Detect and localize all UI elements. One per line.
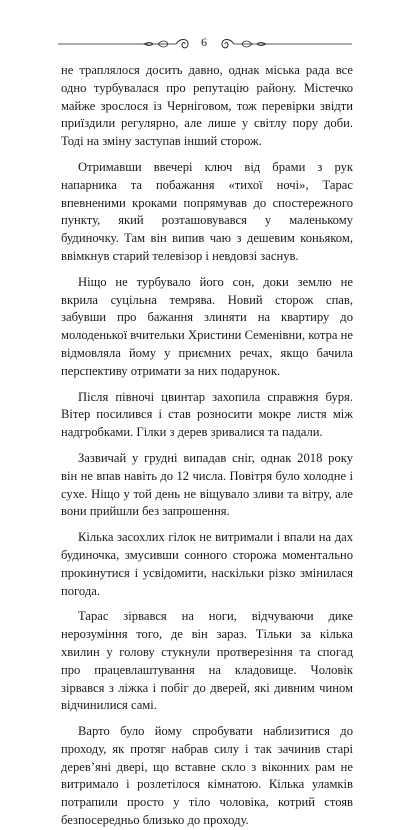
right-ornament-icon — [212, 34, 352, 54]
paragraph: Після півночі цвинтар захопила справжня буря. Вітер посилився і став розносити мокре листя між надгробками. Гілки з дерев зривалися та падали. — [61, 389, 353, 440]
paragraph: Отримавши ввечері ключ від брами з рук напарника та побажання «тихої ночі», Тарас впевненими кроками попрямував до спостережного пункту, який розташовувався у маленькому будиночку. Там він випив чаю з дешевим коньяком, ввімкнув старий телевізор і невдовзі заснув. — [61, 159, 353, 263]
left-ornament-icon — [58, 34, 198, 54]
body-text — [61, 62, 353, 830]
paragraph: Тарас зірвався на ноги, відчуваючи дике нерозуміння того, де він зараз. Тільки за кілька хвилин у голову стукнули протверезіння та спогад про працевлаштування на кладовище. Чоловік зірвався з ліжка і побіг до дверей, які дивним чином відчинилися самі. — [61, 609, 353, 713]
page-header — [0, 34, 408, 54]
paragraph: Ніщо не турбувало його сон, доки землю не вкрила суцільна темрява. Новий сторож спав, забувши про бажання злиняти на квартиру до молоденької вчительки Христини Семенівни, котра не відмовляла йому у приємних речах, якщо бачила перспективу отримати за них подарунок. — [61, 274, 353, 378]
paragraph: не траплялося досить давно, однак міська рада все одно турбувалася про репутацію району. Містечко майже зрослося із Черніговом, тож перевірки звідти приїздили регулярно, але лише у світлу пору доби. Тоді на зміну заступав інший сторож. — [61, 63, 353, 149]
paragraph: Зазвичай у грудні випадав сніг, однак 2018 року він не впав навіть до 12 числа. Повітря було холодне і сухе. Ніщо у той день не віщувало зливи та вітру, але вони прийшли без запрошення. — [61, 450, 353, 519]
paragraph: Кілька засохлих гілок не витримали і впали на дах будиночка, змусивши сонного сторожа моментально прокинутися і усвідомити, наскільки різко змінилася погода. — [61, 530, 353, 598]
page-number: 6 — [201, 35, 207, 49]
paragraph: Варто було йому спробувати наблизитися до проходу, як протяг набрав силу і так зачинив старі дерев’яні двері, що вставне скло з віконних рам не витримало і розлетілося кімнатою. Кілька уламків потрапили просто у тіло чоловіка, котрий стояв безпосередньо близько до проходу. — [61, 724, 353, 828]
